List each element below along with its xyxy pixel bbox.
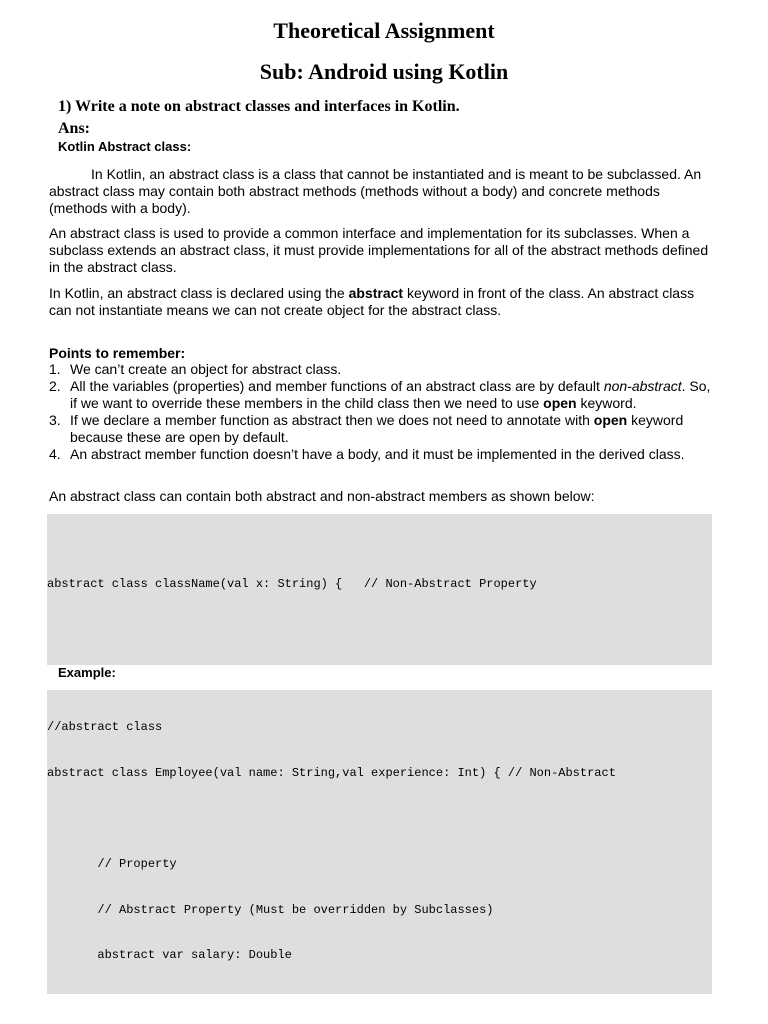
- list-item: [49, 412, 717, 446]
- section-heading: Kotlin Abstract class:: [58, 139, 192, 154]
- list-item: [49, 361, 717, 378]
- list-item-text-mid: . So, if we want to override these members in the child class then we need to use: [70, 378, 711, 411]
- list-item-number: 4.: [49, 446, 61, 462]
- example-label: Example:: [58, 665, 116, 680]
- code-line: // Property: [47, 857, 177, 872]
- code-line: abstract class className(val x: String) { // Non-Abstract Property: [47, 576, 537, 591]
- document-subtitle: Sub: Android using Kotlin: [259, 59, 509, 84]
- code-block-example: [47, 690, 712, 994]
- code-line: abstract class Employee(val name: String,val experience: Int) { // Non-Abstract: [47, 766, 616, 780]
- list-item-emphasis: non-abstract: [603, 378, 682, 394]
- points-list: [49, 361, 717, 463]
- code-line: //abstract class: [47, 720, 163, 735]
- paragraph-purpose: An abstract class is used to provide a common interface and implementation for its subclasses. When a subclass extends an abstract class, it must provide implementations for all of the abstract methods defined in the abstract class.: [49, 225, 709, 275]
- members-intro: An abstract class can contain both abstract and non-abstract members as shown below:: [49, 488, 595, 504]
- paragraph-declaration-after: keyword in front of the class. An abstract class can not instantiate means we can not create object for the abstract class.: [49, 285, 695, 318]
- points-heading: Points to remember:: [49, 345, 186, 361]
- list-item-text: An abstract member function doesn’t have a body, and it must be implemented in the derived class.: [70, 446, 685, 462]
- list-item-text: If we declare a member function as abstract then we does not need to annotate with: [70, 412, 594, 428]
- paragraph-declaration-before: In Kotlin, an abstract class is declared using the: [49, 285, 349, 301]
- list-item-text: We can’t create an object for abstract class.: [70, 361, 342, 377]
- list-item-text-after: keyword.: [576, 395, 637, 411]
- paragraph-declaration: [49, 285, 717, 319]
- code-line: // Abstract Property (Must be overridden by Subclasses): [47, 902, 494, 917]
- code-line: abstract var salary: Double: [47, 948, 292, 963]
- code-block-syntax: [47, 514, 712, 665]
- question-heading: 1) Write a note on abstract classes and interfaces in Kotlin.: [58, 98, 460, 115]
- list-item-text-after: keyword because these are open by default.: [70, 412, 684, 445]
- open-keyword: open: [543, 395, 577, 411]
- list-item-number: 1.: [49, 361, 61, 377]
- abstract-keyword: abstract: [348, 285, 404, 301]
- answer-label: Ans:: [58, 120, 91, 137]
- document-title: Theoretical Assignment: [273, 18, 495, 43]
- code-line: [47, 812, 712, 827]
- list-item: [49, 446, 717, 463]
- list-item-number: 2.: [49, 378, 61, 394]
- code-line: [47, 622, 712, 637]
- list-item: [49, 378, 717, 412]
- open-keyword: open: [593, 412, 628, 428]
- list-item-text: All the variables (properties) and member functions of an abstract class are by default: [70, 378, 604, 394]
- list-item-number: 3.: [49, 412, 61, 428]
- paragraph-intro: In Kotlin, an abstract class is a class that cannot be instantiated and is meant to be subclassed. An abstract class may contain both abstract methods (methods without a body) and concrete methods (methods with a body).: [49, 166, 702, 216]
